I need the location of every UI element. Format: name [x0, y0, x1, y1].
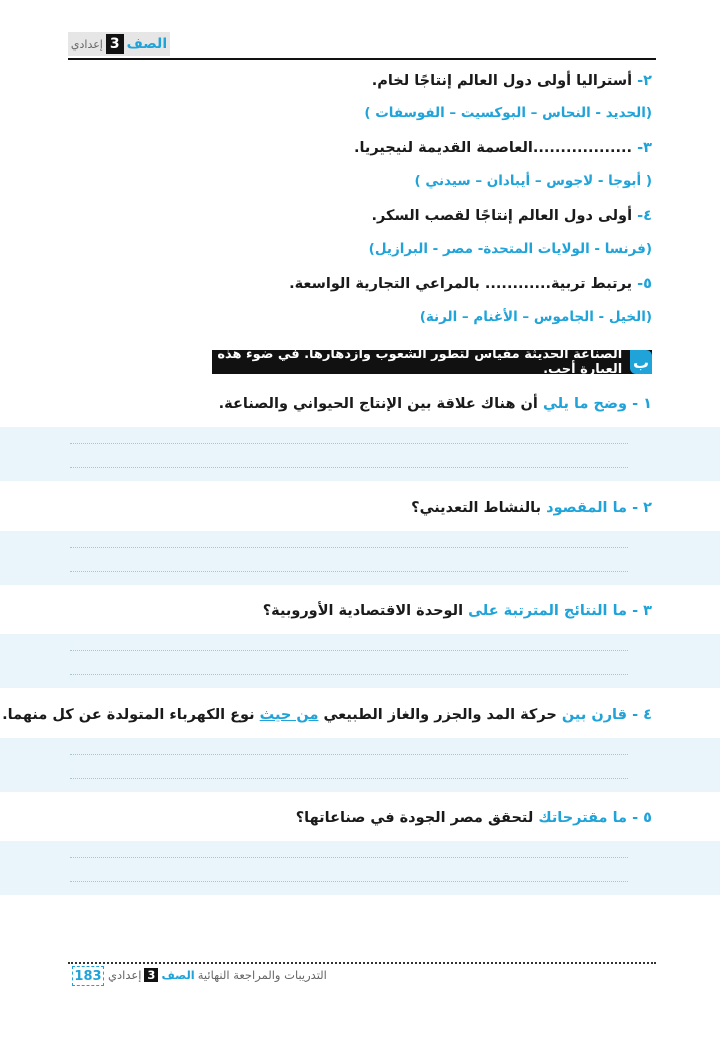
question-number: ٤- — [637, 208, 652, 224]
question-text: أولى دول العالم إنتاجًا لقصب السكر. — [371, 208, 633, 224]
question-number: ٢- — [637, 73, 652, 89]
question-keyword: ما النتائج المترتبة على — [468, 603, 627, 619]
answer-line — [70, 881, 628, 882]
question-keyword: قارن بين — [561, 707, 627, 723]
answer-area-2[interactable] — [0, 531, 720, 585]
footer-grade-stage: إعدادي — [108, 968, 142, 982]
section-b-banner — [212, 347, 652, 377]
question-b1 — [219, 396, 652, 412]
question-text: نوع الكهرباء المتولدة عن كل منهما. — [2, 707, 255, 723]
answer-area-4[interactable] — [0, 738, 720, 792]
answer-line — [70, 650, 628, 651]
answer-line — [70, 571, 628, 572]
options-a5: (الخيل - الجاموس – الأغنام – الرنة) — [419, 309, 652, 325]
footer-divider — [68, 962, 656, 964]
question-number: ٥ - — [632, 810, 652, 826]
question-a3 — [354, 140, 652, 156]
header-divider — [68, 58, 656, 60]
options-a2: (الحديد - النحاس – البوكسيت – الفوسفات ) — [364, 105, 652, 121]
question-keyword: ما مقترحاتك — [538, 810, 627, 826]
grade-number: 3 — [106, 34, 124, 54]
section-b-title: الصناعة الحديثة مقياس لتطور الشعوب وازدهارها. في ضوء هذه العبارة أجب. — [217, 347, 623, 377]
question-a4 — [371, 208, 652, 224]
question-text: بالنشاط التعديني؟ — [411, 500, 542, 516]
answer-line — [70, 547, 628, 548]
answer-line — [70, 778, 628, 779]
question-number: ٥- — [637, 276, 652, 292]
footer-caption — [108, 968, 327, 982]
answer-area-3[interactable] — [0, 634, 720, 688]
question-b5 — [296, 810, 652, 826]
question-text: ..................العاصمة القديمة لنيجيريا. — [353, 140, 633, 156]
grade-badge — [68, 32, 170, 56]
footer-grade-word: الصف — [161, 968, 195, 982]
question-number: ٣- — [637, 140, 652, 156]
page-number: 183 — [72, 966, 104, 986]
question-number: ٤ - — [632, 707, 652, 723]
question-text: يرتبط تربية............ بالمراعي التجارية الواسعة. — [289, 276, 633, 292]
question-text: أستراليا أولى دول العالم إنتاجًا لخام. — [371, 73, 633, 89]
question-number: ٢ - — [632, 500, 652, 516]
question-text: أن هناك علاقة بين الإنتاج الحيواني والصناعة. — [218, 396, 538, 412]
question-keyword: ما المقصود — [546, 500, 627, 516]
book-title: التدريبات والمراجعة النهائية — [197, 968, 327, 982]
section-b-tag: ب — [630, 350, 652, 374]
answer-line — [70, 754, 628, 755]
question-b4 — [2, 707, 652, 723]
question-number: ٣ - — [632, 603, 652, 619]
answer-area-1[interactable] — [0, 427, 720, 481]
answer-line — [70, 443, 628, 444]
question-keyword: من حيث — [259, 707, 319, 723]
question-keyword: وضح ما يلي — [542, 396, 627, 412]
grade-stage: إعدادي — [70, 37, 103, 51]
footer-grade-number: 3 — [144, 968, 158, 982]
question-text: حركة المد والجزر والغاز الطبيعي — [323, 707, 557, 723]
answer-area-5[interactable] — [0, 841, 720, 895]
question-text: الوحدة الاقتصادية الأوروبية؟ — [262, 603, 464, 619]
question-b2 — [411, 500, 652, 516]
question-b3 — [263, 603, 652, 619]
options-a3: ( أبوجا - لاجوس – أيبادان – سيدني ) — [414, 173, 652, 189]
grade-word: الصف — [126, 36, 168, 52]
question-text: لتحقق مصر الجودة في صناعاتها؟ — [295, 810, 534, 826]
answer-line — [70, 674, 628, 675]
question-number: ١ - — [632, 396, 652, 412]
question-a5 — [289, 276, 652, 292]
answer-line — [70, 467, 628, 468]
options-a4: (فرنسا - الولايات المتحدة- مصر - البرازيل) — [368, 241, 652, 257]
question-a2 — [372, 73, 652, 89]
answer-line — [70, 857, 628, 858]
